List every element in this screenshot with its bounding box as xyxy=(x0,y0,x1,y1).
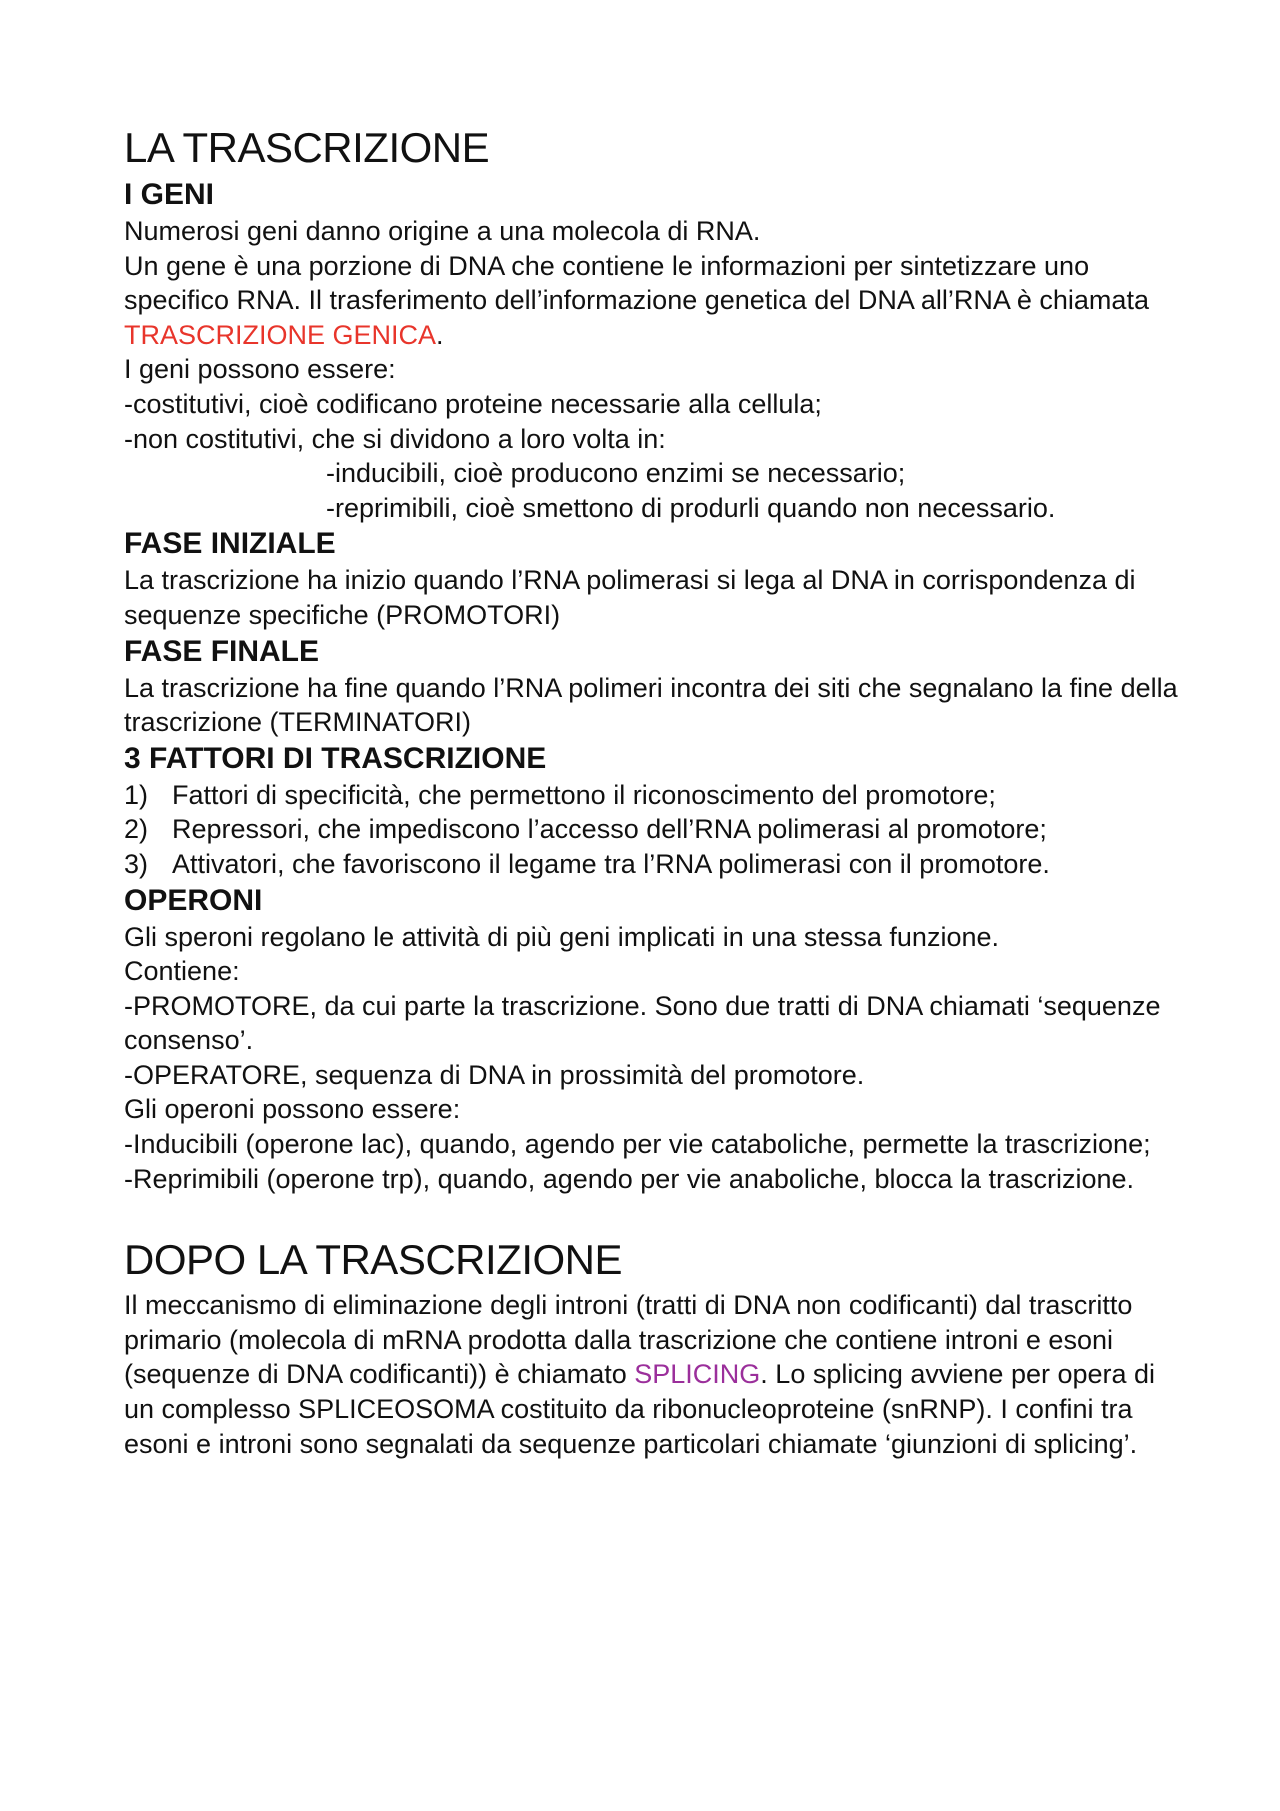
heading-operoni: OPERONI xyxy=(124,883,263,917)
operoni-line-5: Gli operoni possono essere: xyxy=(124,1094,461,1125)
geni-sub-1: -inducibili, cioè producono enzimi se necessario; xyxy=(326,458,906,489)
geni-line-3: I geni possono essere: xyxy=(124,354,396,385)
list-item xyxy=(124,812,1184,847)
operoni-line-4: -OPERATORE, sequenza di DNA in prossimità del promotore. xyxy=(124,1059,865,1090)
geni-p2-end: . xyxy=(436,319,444,350)
section-operoni xyxy=(124,882,1184,1197)
geni-p2-text: Un gene è una porzione di DNA che contiene le informazioni per sintetizzare uno specifico RNA. Il trasferimento dell’informazione genetica del DNA all’RNA è chiamata xyxy=(124,250,1149,316)
geni-sub-2: -reprimibili, cioè smettono di produrli quando non necessario. xyxy=(326,492,1056,523)
heading-fase-finale: FASE FINALE xyxy=(124,634,320,668)
list-item-text: Repressori, che impediscono l’accesso dell’RNA polimerasi al promotore; xyxy=(172,814,1047,845)
operoni-line-3: -PROMOTORE, da cui parte la trascrizione. Sono due tratti di DNA chiamati ‘sequenze consenso’. xyxy=(124,990,1161,1056)
heading-fattori: 3 FATTORI DI TRASCRIZIONE xyxy=(124,741,547,775)
dopo-paragraph xyxy=(124,1288,1184,1461)
list-item-text: Fattori di specificità, che permettono il riconoscimento del promotore; xyxy=(172,779,996,810)
fase-finale-text: La trascrizione ha fine quando l’RNA polimeri incontra dei siti che segnalano la fine della trascrizione (TERMINATORI) xyxy=(124,672,1178,738)
list-item-text: Attivatori, che favoriscono il legame tra l’RNA polimerasi con il promotore. xyxy=(172,848,1050,879)
dopo-text-end: . Lo splicing avviene per opera di un complesso SPLICEOSOMA costituito da ribonucleoproteine (snRNP). I confini tra esoni e introni sono segnalati da sequenze particolari chiamate ‘giunzioni di splicing’. xyxy=(124,1359,1156,1459)
operoni-line-1: Gli speroni regolano le attività di più geni implicati in una stessa funzione. xyxy=(124,921,999,952)
geni-line-1: Numerosi geni danno origine a una molecola di RNA. xyxy=(124,216,761,246)
document-content xyxy=(124,120,1184,1461)
operoni-line-7: -Reprimibili (operone trp), quando, agendo per vie anaboliche, blocca la trascrizione. xyxy=(124,1163,1135,1194)
heading-geni: I GENI xyxy=(124,178,215,211)
fattori-list xyxy=(124,778,1184,882)
section-dopo xyxy=(124,1232,1184,1461)
list-item-number: 2) xyxy=(124,814,149,845)
section-geni xyxy=(124,176,1184,525)
splicing-highlight: SPLICING xyxy=(634,1359,761,1390)
section-spacer xyxy=(124,1196,1184,1232)
geni-line-5: -non costitutivi, che si dividono a loro volta in: xyxy=(124,423,666,454)
list-item-number: 1) xyxy=(124,779,149,810)
section-fase-iniziale xyxy=(124,525,1184,632)
geni-line-4: -costitutivi, cioè codificano proteine necessarie alla cellula; xyxy=(124,388,822,419)
fase-iniziale-text: La trascrizione ha inizio quando l’RNA polimerasi si lega al DNA in corrispondenza di sequenze specifiche (PROMOTORI) xyxy=(124,565,1136,630)
heading-dopo: DOPO LA TRASCRIZIONE xyxy=(124,1236,622,1284)
list-item xyxy=(124,847,1184,882)
geni-paragraph-2 xyxy=(124,249,1184,353)
heading-fase-iniziale: FASE INIZIALE xyxy=(124,527,336,561)
list-item-number: 3) xyxy=(124,848,149,879)
trascrizione-genica-highlight: TRASCRIZIONE GENICA xyxy=(124,319,437,350)
section-fattori xyxy=(124,740,1184,882)
page-title: LA TRASCRIZIONE xyxy=(124,124,490,171)
dopo-text: Il meccanismo di eliminazione degli introni (tratti di DNA non codificanti) dal trascritto primario (molecola di mRNA prodotta dalla trascrizione che contiene introni e esoni (sequenze di DNA codificanti)) è chiamato xyxy=(124,1290,1133,1390)
operoni-line-6: -Inducibili (operone lac), quando, agendo per vie cataboliche, permette la trascrizione; xyxy=(124,1129,1151,1160)
list-item xyxy=(124,778,1184,813)
operoni-line-2: Contiene: xyxy=(124,956,240,987)
section-fase-finale xyxy=(124,633,1184,740)
